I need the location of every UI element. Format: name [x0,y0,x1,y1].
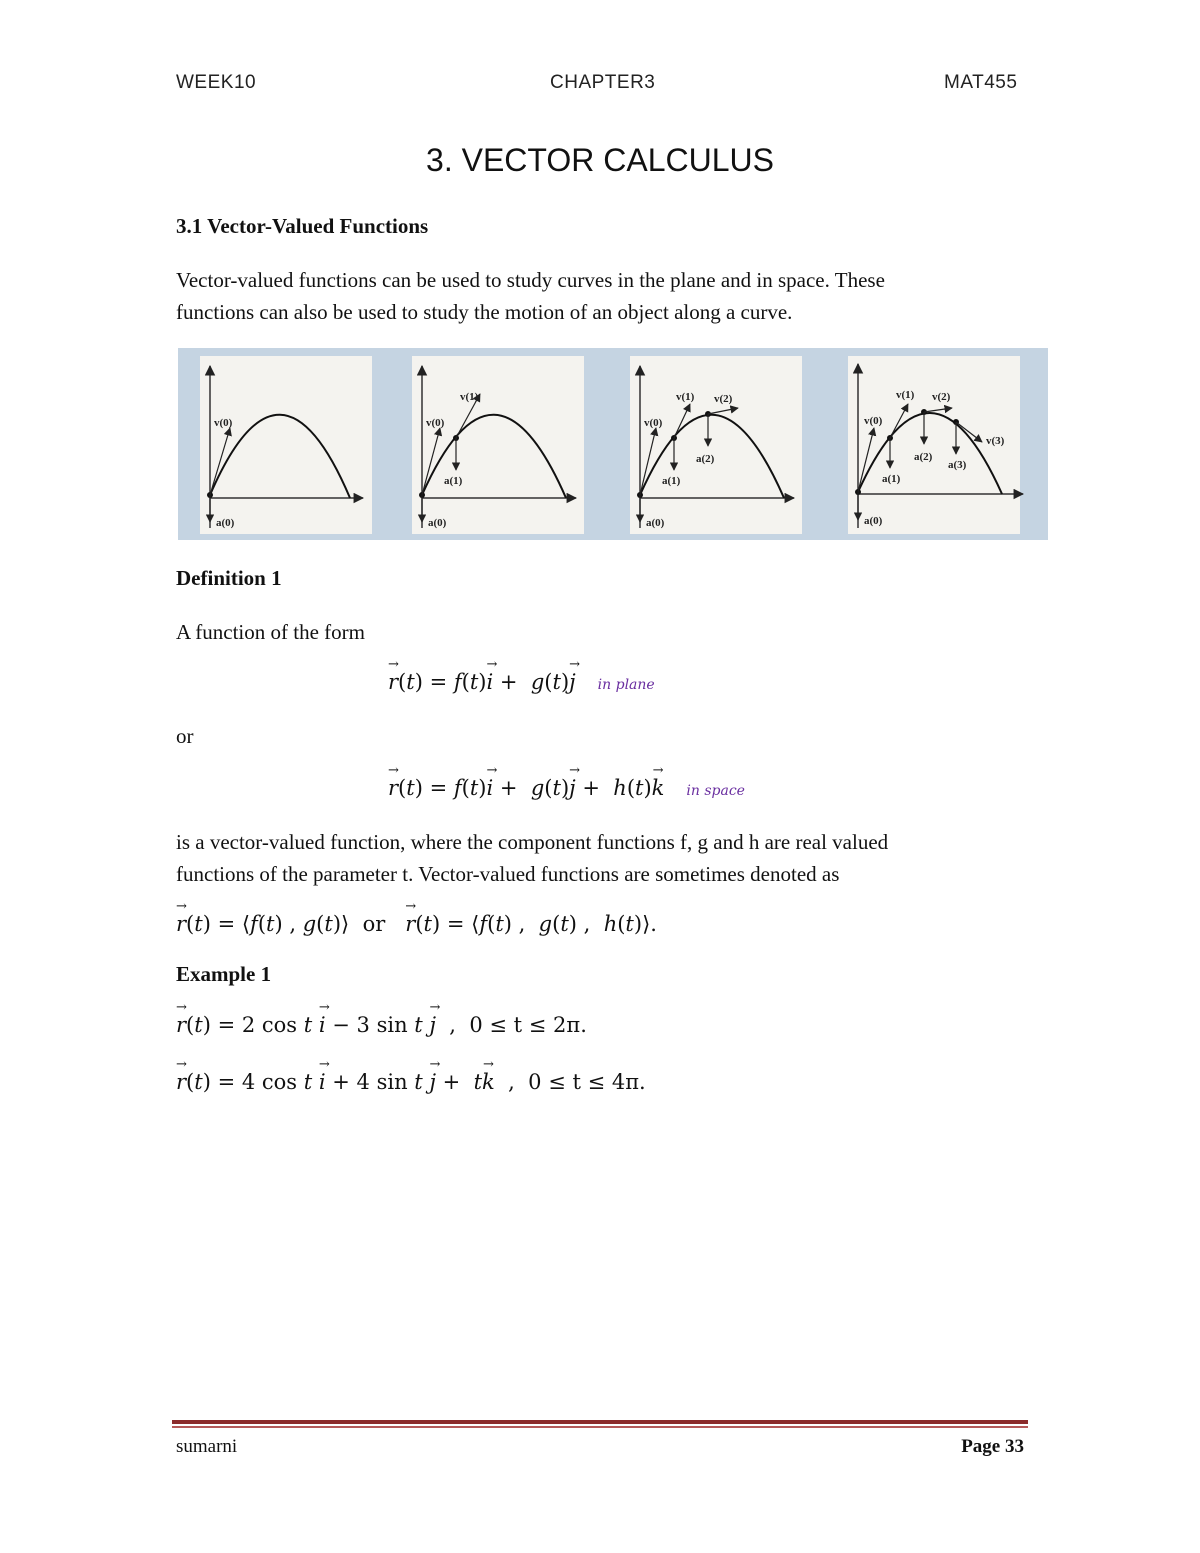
section-heading: 3.1 Vector-Valued Functions [176,214,429,238]
definition-body-line-2: functions of the parameter t. Vector-valued functions are sometimes denoted as [176,862,840,886]
footer-rule [172,1420,1028,1424]
equation-space: → r(t) = f(t)→ i + g(t)→ j + h(t)→ k in space [388,776,745,800]
example-range-1: 0 ≤ t ≤ 2π. [469,1013,587,1037]
panel-2-label: v(1) [460,391,479,403]
or-inline: or [362,912,386,936]
example-heading: Example 1 [176,962,272,986]
panel-2-label: v(0) [426,417,445,429]
page-title: 3. VECTOR CALCULUS [426,142,774,178]
panel-4-label: v(3) [986,435,1005,447]
panel-1 [200,356,372,534]
intro-line-2: functions can also be used to study the motion of an object along a curve. [176,300,793,324]
definition-body-line-1: is a vector-valued function, where the component functions f, g and h are real valued [176,830,889,854]
panel-2-label: a(0) [428,517,447,529]
panel-3-label: v(2) [714,393,733,405]
panel-3-label: a(0) [646,517,665,529]
panel-3-label: v(0) [644,417,663,429]
intro-paragraph [176,264,885,328]
panel-2 [412,356,584,534]
definition-body [176,826,888,890]
definition-heading: Definition 1 [176,566,282,590]
header-chapter: CHAPTER3 [550,72,656,93]
footer-author: sumarni [176,1436,238,1457]
panel-3-label: a(1) [662,475,681,487]
example-equation-1: → r(t) = 2 cos t → i − 3 sin t → j , 0 ≤ t ≤ 2π. [176,1013,587,1037]
example-equation-2: → r(t) = 4 cos t → i + 4 sin t → j + t→ k , 0 ≤ t ≤ 4π. [176,1070,646,1094]
motion-diagram [178,348,1048,540]
or-word: or [176,724,194,748]
panel-3-label: a(2) [696,453,715,465]
panel-4-label: a(2) [914,451,933,463]
footer-page-number: Page 33 [961,1436,1024,1457]
panel-4-label: v(1) [896,389,915,401]
panel-4-label: v(0) [864,415,883,427]
panel-4-label: a(3) [948,459,967,471]
panel-4-label: v(2) [932,391,951,403]
panel-3-label: v(1) [676,391,695,403]
note-plane: in plane [597,677,655,693]
definition-lead: A function of the form [176,620,365,644]
equation-notation: → r(t) = ⟨f(t) , g(t)⟩ or → r(t) = ⟨f(t) , g(t) , h(t)⟩. [176,912,657,936]
note-space: in space [686,783,745,799]
panel-1-label: a(0) [216,517,235,529]
panel-2-label: a(1) [444,475,463,487]
panel-4-label: a(1) [882,473,901,485]
panel-3 [630,356,802,534]
footer-rule-thin [172,1426,1028,1428]
header-week: WEEK10 [176,72,257,93]
header-course: MAT455 [944,72,1018,93]
panel-4 [848,356,1023,534]
intro-line-1: Vector-valued functions can be used to study curves in the plane and in space. These [176,268,885,292]
example-range-2: 0 ≤ t ≤ 4π. [528,1070,646,1094]
panel-1-label: v(0) [214,417,233,429]
equation-plane: → r(t) = f(t)→ i + g(t)→ j in plane [388,670,655,694]
panel-4-label: a(0) [864,515,883,527]
motion-figure [178,348,1048,540]
